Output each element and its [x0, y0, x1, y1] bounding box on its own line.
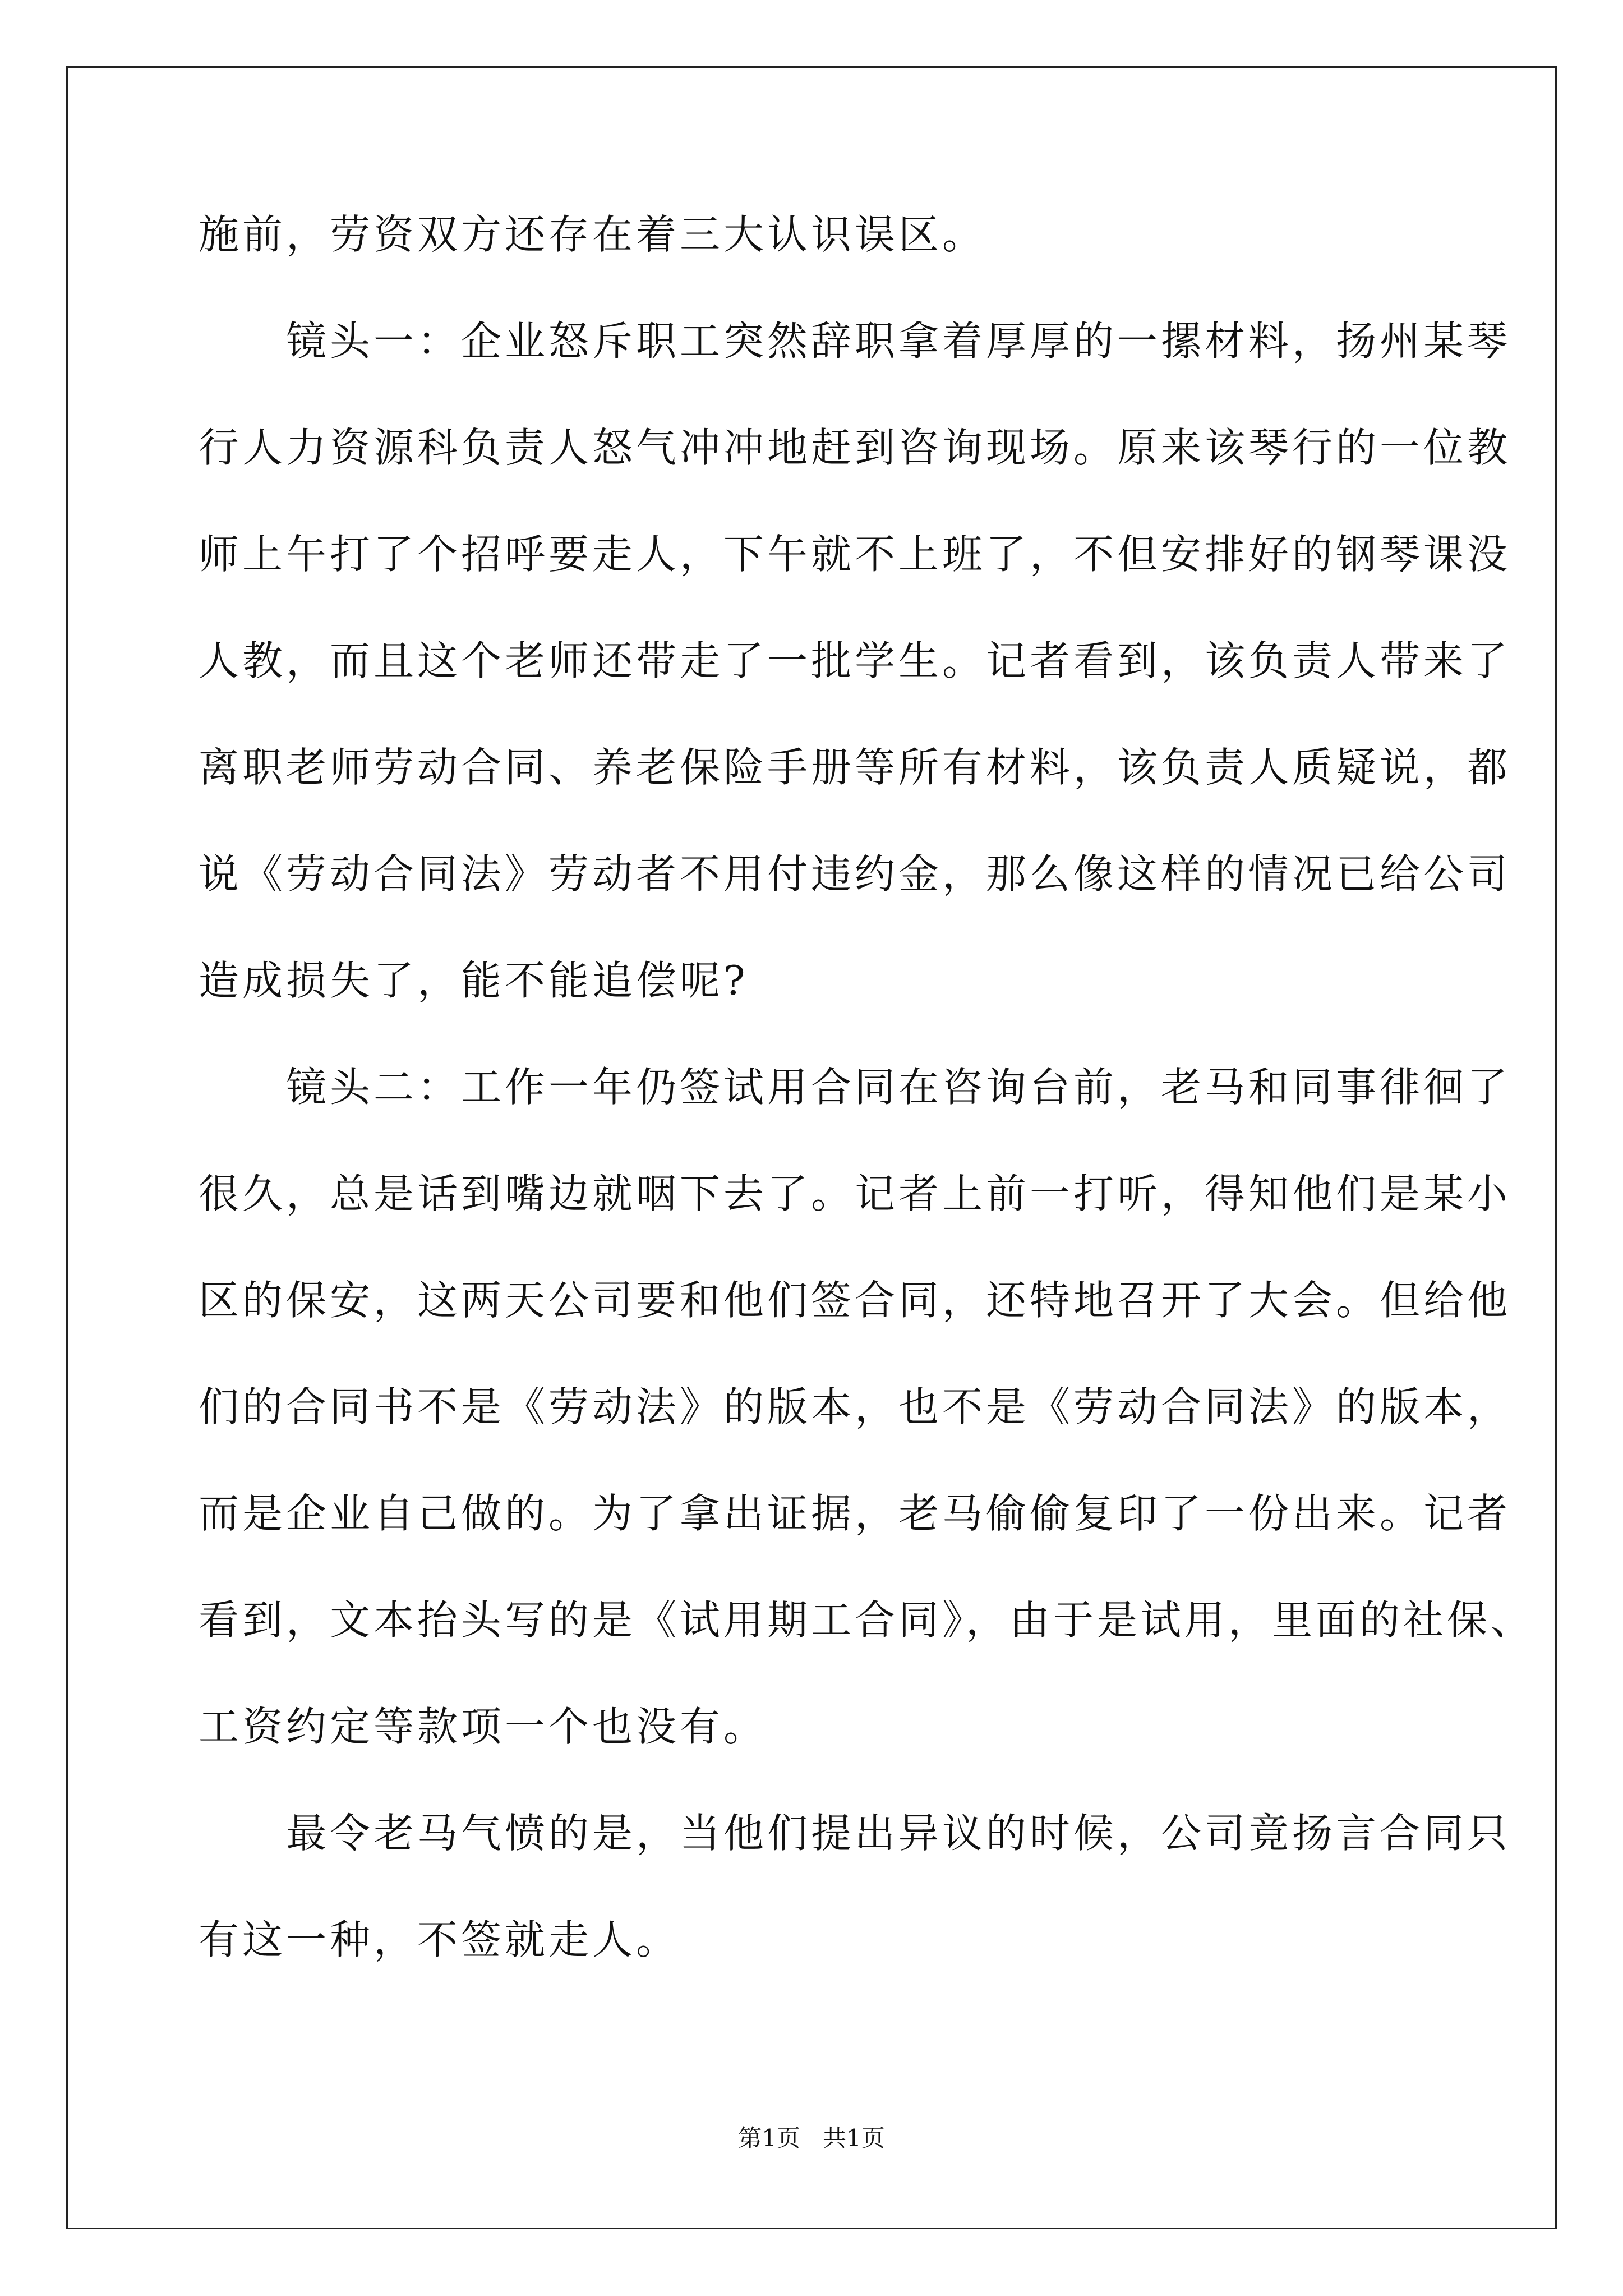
text-line: 行人力资源科负责人怒气冲冲地赶到咨询现场。原来该琴行的一位教	[199, 424, 1511, 471]
text-line: 说《劳动合同法》劳动者不用付违约金，那么像这样的情况已给公司	[199, 850, 1511, 898]
text-line: 最令老马气愤的是，当他们提出异议的时候，公司竟扬言合同只	[199, 1810, 1511, 1857]
text-line: 有这一种，不签就走人。	[199, 1916, 680, 1963]
text-line: 镜头二：工作一年仍签试用合同在咨询台前，老马和同事徘徊了	[199, 1064, 1511, 1111]
text-line: 离职老师劳动合同、养老保险手册等所有材料，该负责人质疑说，都	[199, 744, 1511, 791]
text-line: 而是企业自己做的。为了拿出证据，老马偷偷复印了一份出来。记者	[199, 1490, 1511, 1537]
text-line: 镜头一：企业怒斥职工突然辞职拿着厚厚的一摞材料，扬州某琴	[199, 318, 1511, 365]
text-line: 很久，总是话到嘴边就咽下去了。记者上前一打听，得知他们是某小	[199, 1170, 1511, 1217]
text-line: 施前，劳资双方还存在着三大认识误区。	[199, 211, 986, 258]
text-line: 们的合同书不是《劳动法》的版本，也不是《劳动合同法》的版本，	[199, 1383, 1511, 1430]
text-line: 造成损失了，能不能追偿呢?	[199, 957, 749, 1004]
document-body	[199, 208, 1535, 1967]
text-line: 工资约定等款项一个也没有。	[199, 1703, 768, 1750]
text-line: 区的保安，这两天公司要和他们签合同，还特地召开了大会。但给他	[199, 1277, 1511, 1324]
text-line: 看到，文本抬头写的是《试用期工合同》，由于是试用，里面的社保、	[199, 1596, 1535, 1644]
page-footer: 第1页 共1页	[738, 2124, 885, 2152]
text-line: 师上午打了个招呼要走人，下午就不上班了，不但安排好的钢琴课没	[199, 531, 1511, 578]
text-line: 人教，而且这个老师还带走了一批学生。记者看到，该负责人带来了	[199, 637, 1511, 684]
